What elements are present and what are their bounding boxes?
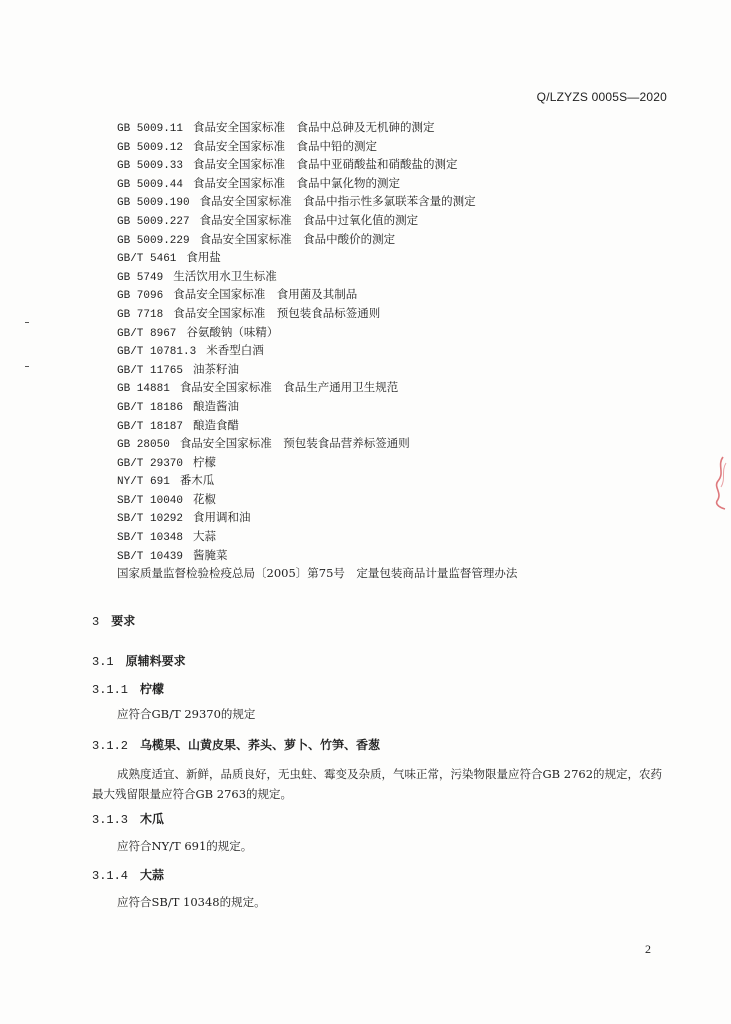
section-3-1-4-text: 应符合SB/T 10348的规定。 [117, 895, 266, 909]
section-3-1-1-text: 应符合GB/T 29370的规定 [117, 707, 256, 721]
section-3-1-3-text: 应符合NY/T 691的规定。 [117, 839, 253, 853]
page-number: 2 [645, 942, 651, 956]
reference-item: GB/T 5461 食用盐 [117, 250, 221, 266]
reference-item: GB/T 8967 谷氨酸钠（味精） [117, 324, 279, 340]
reference-item: GB/T 10781.3 米香型白酒 [117, 343, 264, 359]
reference-item: GB 5009.12 食品安全国家标准 食品中铅的测定 [117, 138, 378, 154]
reference-item: GB 5009.44 食品安全国家标准 食品中氯化物的测定 [117, 175, 401, 191]
section-3-1-heading: 3.1 原辅料要求 [92, 654, 186, 669]
reference-item: GB 28050 食品安全国家标准 预包装食品营养标签通则 [117, 436, 410, 452]
reference-item: GB 7096 食品安全国家标准 食用菌及其制品 [117, 287, 358, 303]
scan-margin-mark [25, 366, 29, 367]
reference-item: GB 7718 食品安全国家标准 预包装食品标签通则 [117, 305, 381, 321]
reference-item: GB/T 18187 酿造食醋 [117, 417, 240, 433]
reference-item: GB 5009.229 食品安全国家标准 食品中酸价的测定 [117, 231, 396, 247]
reference-item: SB/T 10348 大蒜 [117, 529, 217, 545]
normative-references-list [117, 118, 697, 583]
reference-item: SB/T 10292 食用调和油 [117, 510, 251, 526]
reference-item: GB 14881 食品安全国家标准 食品生产通用卫生规范 [117, 380, 399, 396]
reference-item: SB/T 10040 花椒 [117, 491, 217, 507]
reference-item: GB/T 18186 酿造酱油 [117, 398, 240, 414]
section-3-1-1-heading: 3.1.1 柠檬 [92, 682, 165, 697]
section-3-1-2-heading: 3.1.2 乌榄果、山黄皮果、荞头、萝卜、竹笋、香葱 [92, 738, 381, 753]
reference-item: NY/T 691 番木瓜 [117, 473, 215, 489]
reference-item: GB 5009.227 食品安全国家标准 食品中过氧化值的测定 [117, 212, 419, 228]
reference-item-regulation: 国家质量监督检验检疫总局〔2005〕第75号 定量包装商品计量监督管理办法 [117, 566, 518, 581]
reference-item: GB/T 29370 柠檬 [117, 454, 217, 470]
reference-item: GB 5009.33 食品安全国家标准 食品中亚硝酸盐和硝酸盐的测定 [117, 157, 458, 173]
section-3-1-2-text: 成熟度适宜、新鲜，品质良好，无虫蛀、霉变及杂质，气味正常，污染物限量应符合GB 2762的规定，农药最大残留限量应符合GB 2763的规定。 [92, 767, 663, 801]
reference-item: SB/T 10439 酱腌菜 [117, 547, 228, 563]
section-3-1-4-heading: 3.1.4 大蒜 [92, 868, 165, 883]
section-3-heading: 3 要求 [92, 614, 136, 629]
reference-item: GB 5749 生活饮用水卫生标准 [117, 268, 277, 284]
scan-margin-mark [25, 322, 29, 323]
reference-item: GB/T 11765 油茶籽油 [117, 361, 240, 377]
document-code: Q/LZYZS 0005S—2020 [536, 90, 667, 104]
section-3-1-3-heading: 3.1.3 木瓜 [92, 812, 165, 827]
red-stamp-edge-icon [709, 455, 727, 510]
reference-item: GB 5009.190 食品安全国家标准 食品中指示性多氯联苯含量的测定 [117, 194, 476, 210]
reference-item: GB 5009.11 食品安全国家标准 食品中总砷及无机砷的测定 [117, 120, 435, 135]
